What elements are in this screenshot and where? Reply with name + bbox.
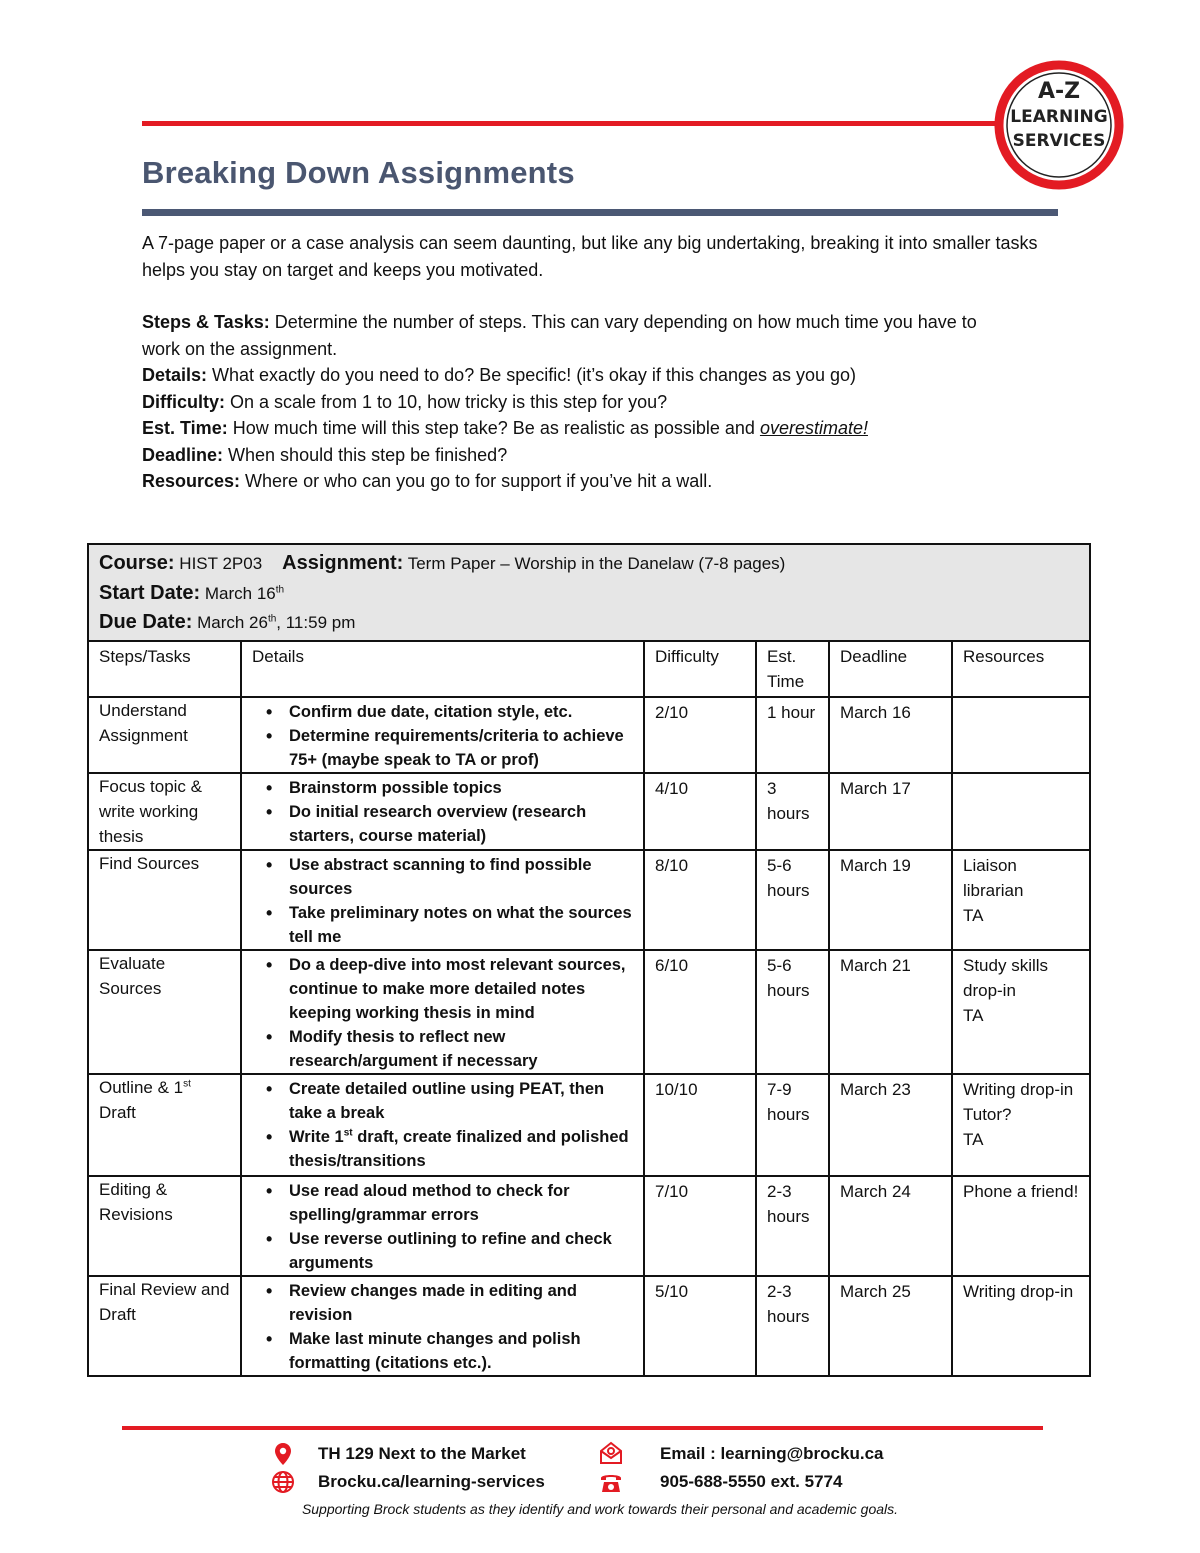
footer-email-link[interactable]: Email : learning@brocku.ca (660, 1444, 884, 1463)
phone-icon (598, 1469, 624, 1495)
col-details: Details (241, 641, 644, 697)
col-difficulty: Difficulty (644, 641, 756, 697)
detail-item: • Write 1st draft, create finalized and polished thesis/transitions (266, 1125, 637, 1173)
location-pin-icon (270, 1441, 296, 1467)
deadline-cell: March 16 (829, 697, 952, 773)
table-row (88, 1074, 1090, 1176)
bottom-red-rule (122, 1426, 1043, 1430)
details-cell (241, 950, 644, 1074)
definitions (142, 309, 1072, 495)
footer-tagline: Supporting Brock students as they identify and work towards their personal and academic goals. (301, 1501, 899, 1517)
detail-item: • Determine requirements/criteria to achieve 75+ (maybe speak to TA or prof) (266, 724, 637, 772)
difficulty-cell: 7/10 (644, 1176, 756, 1276)
logo-line3: SERVICES (1012, 131, 1106, 151)
def-resources: Resources: Where or who can you go to for support if you’ve hit a wall. (142, 471, 713, 491)
assignment-label: Assignment: (282, 552, 404, 574)
intro-paragraph: A 7-page paper or a case analysis can seem daunting, but like any big undertaking, breaking it into smaller tasks helps you stay on target and keeps you motivated. (142, 233, 1038, 280)
detail-item: • Take preliminary notes on what the sources tell me (266, 901, 637, 949)
resources-cell: Phone a friend! (952, 1176, 1090, 1276)
step-cell: Understand Assignment (88, 697, 241, 773)
start-date-value: March 16 (200, 583, 276, 603)
col-deadline: Deadline (829, 641, 952, 697)
resources-cell (952, 697, 1090, 773)
start-date-label: Start Date: (99, 581, 201, 604)
time-cell: 2-3 hours (756, 1176, 829, 1276)
footer-location: TH 129 Next to the Market (318, 1444, 526, 1463)
deadline-cell: March 23 (829, 1074, 952, 1176)
detail-item: • Confirm due date, citation style, etc. (266, 700, 637, 724)
step-cell: Find Sources (88, 850, 241, 950)
table-row (88, 1276, 1090, 1376)
col-steps: Steps/Tasks (88, 641, 241, 697)
globe-icon[interactable] (270, 1469, 296, 1495)
due-date-value: March 26 (192, 613, 268, 632)
course-value: HIST 2P03 (174, 554, 263, 573)
details-cell (241, 1176, 644, 1276)
az-learning-services-logo (986, 60, 1132, 190)
details-cell (241, 1074, 644, 1176)
def-deadline: Deadline: When should this step be finished? (142, 444, 508, 465)
title-rule (142, 209, 1058, 216)
detail-item: • Use read aloud method to check for spelling/grammar errors (266, 1179, 637, 1227)
table-row (88, 850, 1090, 950)
deadline-cell: March 17 (829, 773, 952, 850)
difficulty-cell: 8/10 (644, 850, 756, 950)
course-label: Course: (99, 552, 175, 574)
time-cell: 3 hours (756, 773, 829, 850)
deadline-cell: March 21 (829, 950, 952, 1074)
step-cell: Outline & 1st Draft (88, 1074, 241, 1176)
table-row (88, 773, 1090, 850)
assignment-value: Term Paper – Worship in the Danelaw (7-8 pages) (403, 554, 786, 573)
table-row (88, 950, 1090, 1074)
top-red-rule (142, 121, 1002, 126)
difficulty-cell: 6/10 (644, 950, 756, 1074)
table-row (88, 697, 1090, 773)
def-difficulty: Difficulty: On a scale from 1 to 10, how tricky is this step for you? (142, 391, 668, 412)
detail-item: • Make last minute changes and polish formatting (citations etc.). (266, 1327, 637, 1375)
footer-phone: 905-688-5550 ext. 5774 (660, 1472, 843, 1491)
resources-cell: Writing drop-in (952, 1276, 1090, 1376)
logo-line2: LEARNING (1010, 107, 1108, 127)
time-cell: 5-6 hours (756, 850, 829, 950)
difficulty-cell: 10/10 (644, 1074, 756, 1176)
deadline-cell: March 24 (829, 1176, 952, 1276)
time-cell: 1 hour (756, 697, 829, 773)
details-cell (241, 1276, 644, 1376)
col-resources: Resources (952, 641, 1090, 697)
def-details: Details: What exactly do you need to do? Be specific! (it’s okay if this changes as you go) (142, 365, 857, 385)
resources-cell: Study skills drop-in TA (952, 950, 1090, 1074)
time-cell: 7-9 hours (756, 1074, 829, 1176)
details-cell (241, 697, 644, 773)
step-cell: Editing & Revisions (88, 1176, 241, 1276)
difficulty-cell: 4/10 (644, 773, 756, 850)
step-cell: Final Review and Draft (88, 1276, 241, 1376)
def-steps: Steps & Tasks: Determine the number of steps. This can vary depending on how much time you have to (142, 312, 977, 332)
step-cell: Focus topic & write working thesis (88, 773, 241, 850)
page-title: Breaking Down Assignments (142, 155, 575, 190)
def-steps-cont: work on the assignment. (142, 338, 338, 359)
deadline-cell: March 19 (829, 850, 952, 950)
def-time: Est. Time: How much time will this step take? Be as realistic as possible and overestimate! (142, 418, 868, 438)
detail-item: • Brainstorm possible topics (266, 776, 637, 800)
plan-header: Course: HIST 2P03 Assignment: Term Paper – Worship in the Danelaw (7-8 pages) Start Date: March 16th Due Date: March 26th, 11:59 pm (88, 544, 1090, 641)
detail-item: • Use abstract scanning to find possible sources (266, 853, 637, 901)
logo-line1: A-Z (1037, 79, 1081, 104)
time-cell: 5-6 hours (756, 950, 829, 1074)
details-cell (241, 773, 644, 850)
footer-website-link[interactable]: Brocku.ca/learning-services (318, 1472, 545, 1491)
table-row (88, 1176, 1090, 1276)
email-icon[interactable] (598, 1440, 624, 1466)
assignment-plan-table (87, 543, 1091, 1377)
detail-item: • Modify thesis to reflect new research/argument if necessary (266, 1025, 637, 1073)
time-cell: 2-3 hours (756, 1276, 829, 1376)
due-date-label: Due Date: (99, 611, 193, 633)
resources-cell (952, 773, 1090, 850)
detail-item: • Create detailed outline using PEAT, then take a break (266, 1077, 637, 1125)
col-time: Est. Time (756, 641, 829, 697)
detail-item: • Use reverse outlining to refine and check arguments (266, 1227, 637, 1275)
detail-item: • Do a deep-dive into most relevant sources, continue to make more detailed notes keeping working thesis in mind (266, 953, 637, 1025)
resources-cell: Writing drop-in Tutor? TA (952, 1074, 1090, 1176)
deadline-cell: March 25 (829, 1276, 952, 1376)
details-cell (241, 850, 644, 950)
difficulty-cell: 2/10 (644, 697, 756, 773)
detail-item: • Review changes made in editing and revision (266, 1279, 637, 1327)
detail-item: • Do initial research overview (research starters, course material) (266, 800, 637, 848)
resources-cell: Liaison librarian TA (952, 850, 1090, 950)
step-cell: Evaluate Sources (88, 950, 241, 1074)
difficulty-cell: 5/10 (644, 1276, 756, 1376)
column-headers (88, 641, 1090, 697)
